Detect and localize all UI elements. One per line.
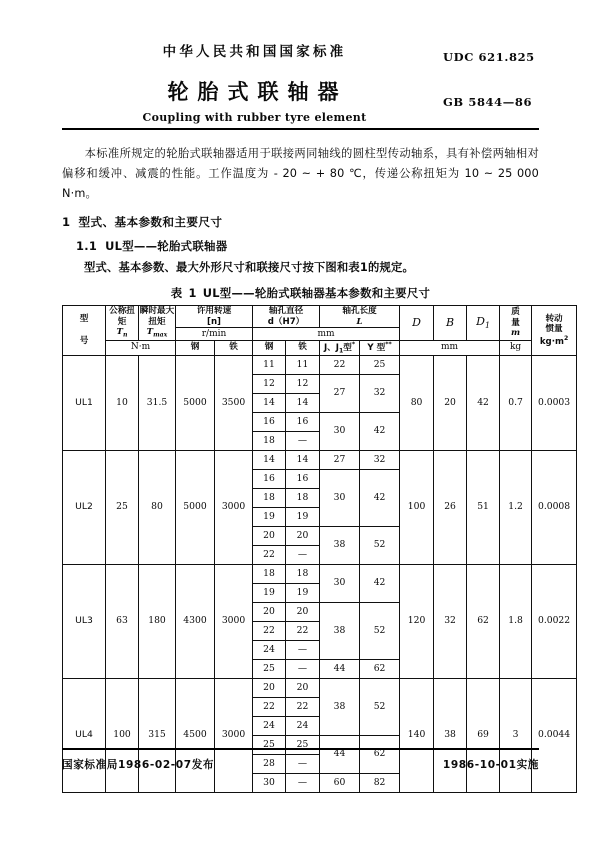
cell-D: 100: [400, 450, 434, 564]
th-nominal-torque: 公称扭矩 $T_n$: [106, 306, 139, 340]
cell-bore-len-j: 27: [320, 450, 360, 469]
cell-bore-dia-iron: 25: [286, 735, 320, 754]
section-1-1-title: UL型——轮胎式联轴器: [105, 239, 228, 254]
cell-bore-dia-steel: 22: [253, 697, 286, 716]
cell-max-torque: 315: [139, 678, 176, 792]
cell-mass: 1.8: [500, 564, 532, 678]
cell-bore-len-j: 44: [320, 735, 360, 773]
cell-B: 32: [434, 564, 467, 678]
th-unit-mm-2: mm: [400, 340, 500, 355]
cell-bore-dia-iron: 14: [286, 393, 320, 412]
udc-code: UDC 621.825: [443, 50, 535, 64]
cell-bore-dia-steel: 19: [253, 583, 286, 602]
cell-bore-len-y: 32: [360, 450, 400, 469]
cell-bore-dia-iron: 19: [286, 507, 320, 526]
table-caption-text: UL型——轮胎式联轴器基本参数和主要尺寸: [202, 286, 431, 301]
th-speed-symbol: [n]: [207, 316, 221, 327]
th-D1: $D_1$: [467, 306, 500, 340]
footer-issued-date: 国家标准局1986-02-07发布: [62, 759, 215, 771]
cell-bore-dia-steel: 24: [253, 716, 286, 735]
cell-inertia: 0.0003: [532, 355, 577, 450]
cell-bore-len-j: 30: [320, 564, 360, 602]
table-head: [63, 306, 577, 355]
cell-bore-dia-iron: 16: [286, 412, 320, 431]
cell-bore-dia-steel: 20: [253, 678, 286, 697]
table-caption-prefix: 表: [170, 286, 183, 301]
page-footer: [62, 748, 539, 772]
header-row-1: [63, 306, 577, 328]
cell-max-torque: 31.5: [139, 355, 176, 450]
cell-bore-len-y: 32: [360, 374, 400, 412]
cell-bore-dia-steel: 20: [253, 602, 286, 621]
table-caption-number: 1: [188, 286, 197, 301]
cell-bore-dia-steel: 11: [253, 355, 286, 374]
cell-D: 120: [400, 564, 434, 678]
cell-nominal-torque: 25: [106, 450, 139, 564]
cell-D1: 42: [467, 355, 500, 450]
cell-bore-len-j: 30: [320, 469, 360, 526]
cell-speed-iron: 3000: [215, 564, 253, 678]
cell-B: 38: [434, 678, 467, 792]
cell-D1: 69: [467, 678, 500, 792]
table-body: [63, 355, 577, 792]
table-row: [63, 355, 577, 374]
cell-speed-steel: 4300: [176, 564, 215, 678]
cell-bore-dia-iron: 14: [286, 450, 320, 469]
cell-bore-len-j: 38: [320, 678, 360, 735]
cell-D1: 62: [467, 564, 500, 678]
body-block: [62, 130, 571, 793]
cell-bore-len-j: 60: [320, 773, 360, 792]
cell-speed-iron: 3500: [215, 355, 253, 450]
cell-B: 20: [434, 355, 467, 450]
cell-D: 140: [400, 678, 434, 792]
table-row: [63, 450, 577, 469]
footer-divider: [62, 748, 539, 750]
th-type-y: Y 型**: [360, 340, 400, 355]
cell-bore-dia-steel: 28: [253, 754, 286, 773]
cell-bore-len-y: 25: [360, 355, 400, 374]
th-speed-steel: 钢: [176, 340, 215, 355]
cell-bore-dia-iron: 20: [286, 526, 320, 545]
cell-bore-dia-steel: 12: [253, 374, 286, 393]
cell-max-torque: 180: [139, 564, 176, 678]
th-bore-steel: 钢: [253, 340, 286, 355]
th-max-torque-symbol: $T_{max}$: [146, 327, 168, 339]
cell-model: UL3: [63, 564, 106, 678]
th-inertia-unit: $kg\cdot m^2$: [539, 334, 569, 347]
cell-bore-len-y: 52: [360, 602, 400, 659]
cell-bore-len-j: 27: [320, 374, 360, 412]
cell-bore-dia-steel: 19: [253, 507, 286, 526]
cell-bore-dia-iron: 12: [286, 374, 320, 393]
cell-model: UL1: [63, 355, 106, 450]
cell-bore-dia-iron: 20: [286, 602, 320, 621]
cell-bore-dia-steel: 25: [253, 659, 286, 678]
cell-model: UL4: [63, 678, 106, 792]
cell-bore-dia-iron: 16: [286, 469, 320, 488]
standard-title-cn: 轮胎式联轴器: [167, 79, 348, 104]
cell-bore-dia-iron: 19: [286, 583, 320, 602]
cell-bore-dia-iron: —: [286, 431, 320, 450]
th-inertia: 转动 惯量 $kg\cdot m^2$: [532, 306, 577, 355]
cell-bore-dia-iron: —: [286, 640, 320, 659]
standard-organization: 中华人民共和国国家标准: [162, 44, 347, 60]
cell-bore-dia-steel: 24: [253, 640, 286, 659]
cell-bore-dia-steel: 22: [253, 621, 286, 640]
cell-bore-len-y: 82: [360, 773, 400, 792]
cell-bore-dia-iron: —: [286, 659, 320, 678]
th-bore-diameter-symbol: d（H7）: [267, 316, 305, 327]
th-D: D: [400, 306, 434, 340]
cell-bore-dia-iron: —: [286, 773, 320, 792]
th-bore-length: 轴孔长度 L: [320, 306, 400, 328]
cell-mass: 1.2: [500, 450, 532, 564]
masthead-right: [443, 52, 539, 108]
cell-nominal-torque: 100: [106, 678, 139, 792]
th-unit-rmin: r/min: [176, 328, 253, 340]
cell-bore-dia-iron: 22: [286, 697, 320, 716]
cell-bore-dia-iron: —: [286, 754, 320, 773]
cell-inertia: 0.0022: [532, 564, 577, 678]
cell-bore-len-y: 62: [360, 659, 400, 678]
cell-bore-len-y: 42: [360, 564, 400, 602]
cell-bore-len-j: 38: [320, 602, 360, 659]
cell-D1: 51: [467, 450, 500, 564]
section-1-heading: [62, 214, 539, 230]
cell-bore-dia-iron: 18: [286, 564, 320, 583]
cell-bore-dia-iron: 22: [286, 621, 320, 640]
cell-bore-dia-steel: 20: [253, 526, 286, 545]
cell-bore-dia-steel: 16: [253, 412, 286, 431]
th-speed-iron: 铁: [215, 340, 253, 355]
th-type-j: J、$J_1$型*: [320, 340, 360, 355]
cell-mass: 3: [500, 678, 532, 792]
th-mass-symbol: m: [511, 328, 521, 339]
th-nominal-torque-symbol: $T_n$: [116, 327, 128, 339]
cell-bore-len-j: 44: [320, 659, 360, 678]
cell-bore-dia-steel: 25: [253, 735, 286, 754]
cell-bore-dia-iron: —: [286, 545, 320, 564]
cell-bore-len-j: 22: [320, 355, 360, 374]
cell-inertia: 0.0008: [532, 450, 577, 564]
cell-bore-len-y: 42: [360, 412, 400, 450]
cell-bore-dia-steel: 30: [253, 773, 286, 792]
th-unit-mm-1: mm: [253, 328, 400, 340]
cell-nominal-torque: 63: [106, 564, 139, 678]
cell-bore-dia-iron: 11: [286, 355, 320, 374]
cell-speed-steel: 5000: [176, 355, 215, 450]
cell-inertia: 0.0044: [532, 678, 577, 792]
gb-standard-number: GB 5844—86: [443, 94, 533, 109]
cell-bore-dia-steel: 18: [253, 431, 286, 450]
cell-bore-dia-steel: 18: [253, 488, 286, 507]
cell-bore-dia-steel: 18: [253, 564, 286, 583]
footer-effective-date: 1986-10-01实施: [442, 759, 539, 771]
section-1-1-heading: [76, 238, 539, 254]
th-speed: 许用转速 [n]: [176, 306, 253, 328]
cell-bore-dia-steel: 14: [253, 450, 286, 469]
cell-D: 80: [400, 355, 434, 450]
th-bore-diameter: 轴孔直径 d（H7）: [253, 306, 320, 328]
cell-speed-iron: 3000: [215, 450, 253, 564]
th-bore-length-symbol: L: [356, 316, 363, 327]
table-caption: [62, 285, 539, 301]
cell-speed-steel: 4500: [176, 678, 215, 792]
page-content: [62, 0, 571, 793]
cell-speed-iron: 3000: [215, 678, 253, 792]
th-unit-kg: kg: [500, 340, 532, 355]
cell-bore-dia-steel: 14: [253, 393, 286, 412]
section-1-title: 型式、基本参数和主要尺寸: [78, 215, 223, 230]
cell-B: 26: [434, 450, 467, 564]
section-1-1-number: 1.1: [76, 239, 98, 254]
cell-model: UL2: [63, 450, 106, 564]
section-1-1-text: 型式、基本参数、最大外形尺寸和联接尺寸按下图和表1的规定。: [84, 261, 414, 275]
cell-bore-len-y: 62: [360, 735, 400, 773]
section-1-number: 1: [62, 215, 71, 230]
cell-speed-steel: 5000: [176, 450, 215, 564]
th-model: 型 号: [63, 306, 106, 355]
masthead: [62, 0, 539, 124]
cell-max-torque: 80: [139, 450, 176, 564]
cell-bore-dia-steel: 22: [253, 545, 286, 564]
cell-bore-len-y: 52: [360, 678, 400, 735]
cell-bore-dia-iron: 18: [286, 488, 320, 507]
cell-bore-dia-steel: 16: [253, 469, 286, 488]
cell-bore-dia-iron: 24: [286, 716, 320, 735]
cell-mass: 0.7: [500, 355, 532, 450]
cell-bore-dia-iron: 20: [286, 678, 320, 697]
standard-title-en: Coupling with rubber tyre element: [142, 110, 367, 124]
cell-bore-len-j: 38: [320, 526, 360, 564]
cell-bore-len-y: 52: [360, 526, 400, 564]
cell-nominal-torque: 10: [106, 355, 139, 450]
scope-paragraph: 本标准所规定的轮胎式联轴器适用于联接两同轴线的圆柱型传动轴系，具有补偿两轴相对偏移和缓冲、减震的性能。工作温度为 - 20 ~ + 80 ℃，传递公称扭矩为 10 ~ 25 000 N·m。: [62, 147, 539, 200]
th-max-torque: 瞬时最大扭矩 $T_{max}$: [139, 306, 175, 339]
th-B: B: [434, 306, 467, 340]
th-bore-iron: 铁: [286, 340, 320, 355]
specification-table: [62, 305, 577, 792]
table-row: [63, 678, 577, 697]
cell-bore-len-y: 42: [360, 469, 400, 526]
table-row: [63, 564, 577, 583]
cell-bore-len-j: 30: [320, 412, 360, 450]
th-unit-nm: N·m: [106, 340, 176, 355]
th-mass: 质 量 m: [500, 306, 532, 340]
footer-line: [62, 757, 539, 772]
header-row-3: [63, 340, 577, 355]
